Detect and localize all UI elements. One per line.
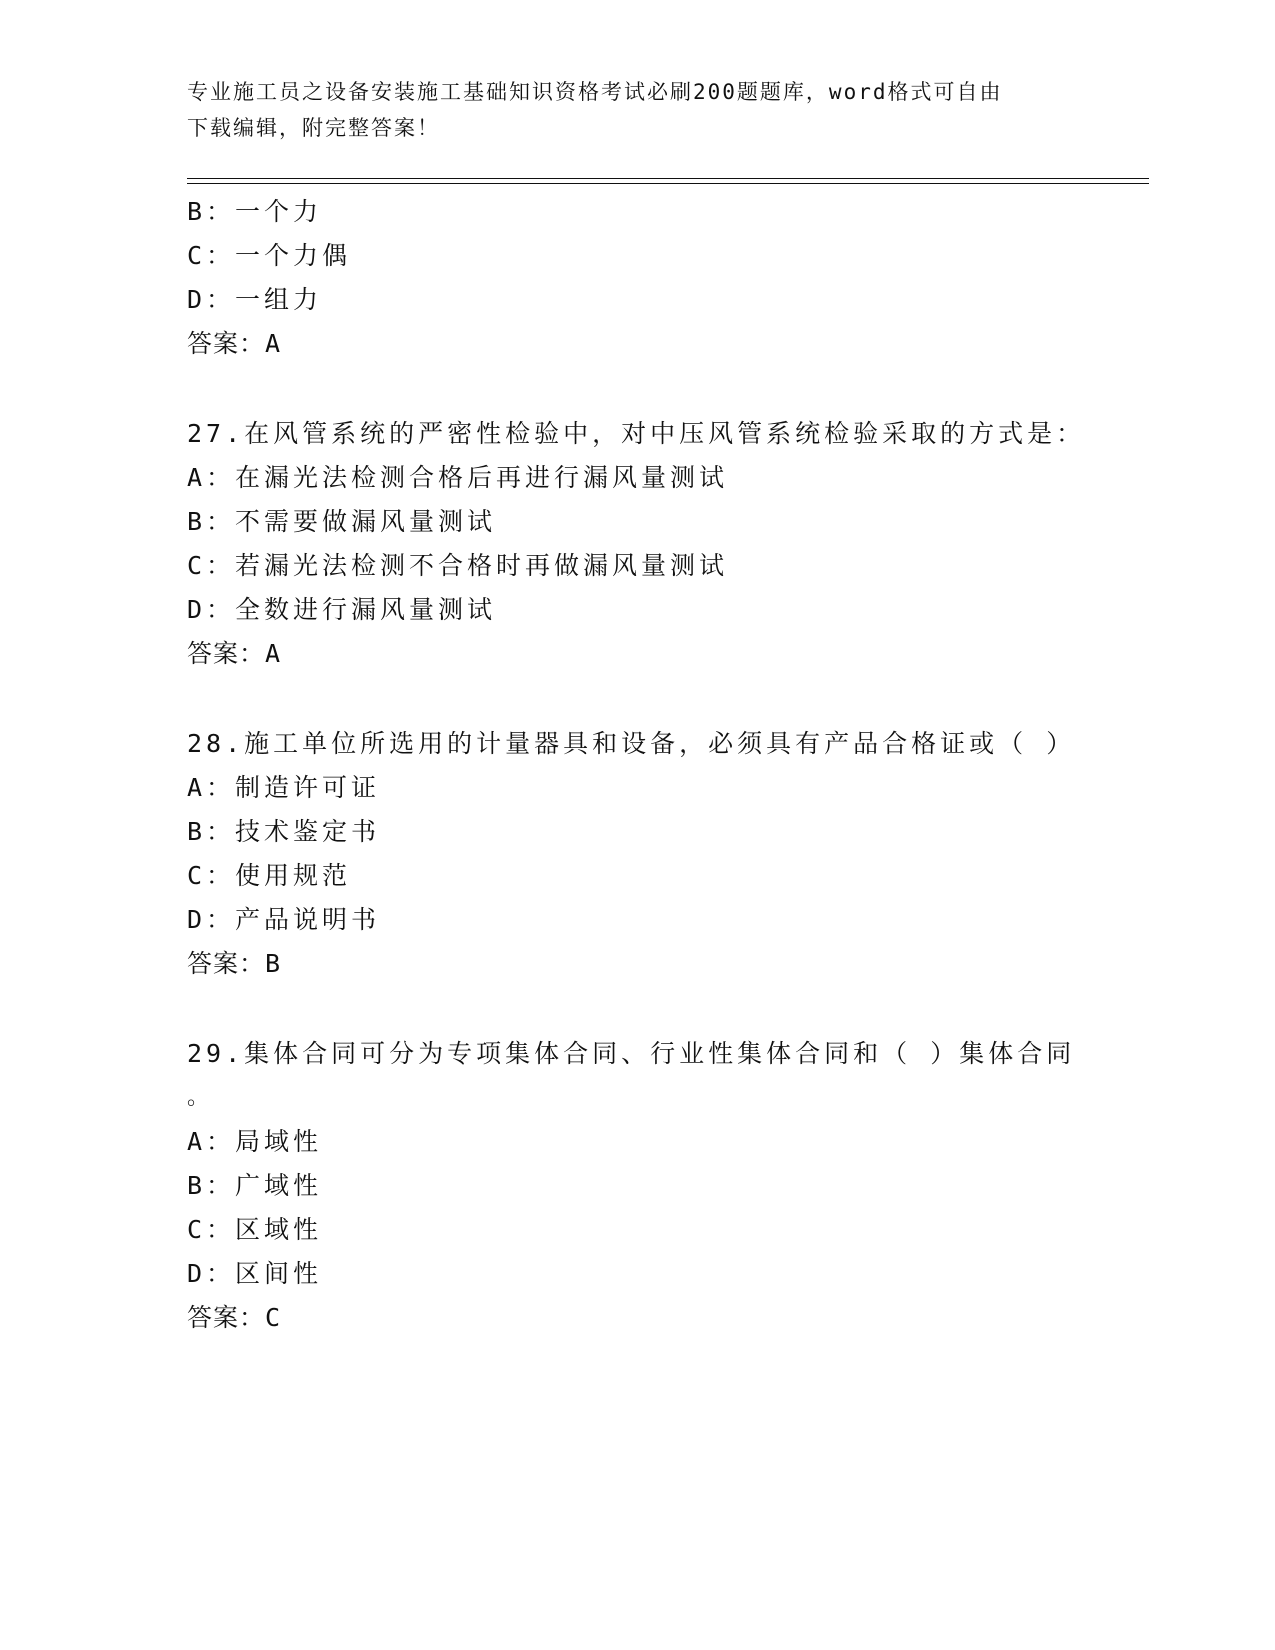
q29-option-d: D：区间性 xyxy=(187,1259,323,1288)
q27-option-d: D：全数进行漏风量测试 xyxy=(187,595,497,624)
q28-option-a: A：制造许可证 xyxy=(187,773,381,802)
q28-option-c: C：使用规范 xyxy=(187,861,352,890)
q29-option-b: B：广域性 xyxy=(187,1171,323,1200)
header-line-2: 下载编辑，附完整答案！ xyxy=(187,116,440,140)
q26-answer: 答案：A xyxy=(187,329,282,358)
header-line-1: 专业施工员之设备安装施工基础知识资格考试必刷200题题库，word格式可自由 xyxy=(187,80,1003,104)
q26-option-b: B：一个力 xyxy=(187,197,323,226)
q28-question: 28.施工单位所选用的计量器具和设备，必须具有产品合格证或（ ） xyxy=(187,729,1076,758)
document-header xyxy=(187,74,1087,146)
header-rule-top xyxy=(187,178,1149,179)
q29-answer: 答案：C xyxy=(187,1303,282,1332)
q26-option-c: C：一个力偶 xyxy=(187,241,352,270)
q27-answer: 答案：A xyxy=(187,639,282,668)
q29-question: 29.集体合同可分为专项集体合同、行业性集体合同和（ ）集体合同 xyxy=(187,1039,1076,1068)
q28-option-b: B：技术鉴定书 xyxy=(187,817,381,846)
header-rule-bottom xyxy=(187,183,1149,184)
q26-option-d: D：一组力 xyxy=(187,285,323,314)
q29-option-a: A：局域性 xyxy=(187,1127,323,1156)
q28-option-d: D：产品说明书 xyxy=(187,905,381,934)
q29-option-c: C：区域性 xyxy=(187,1215,323,1244)
q27-option-a: A：在漏光法检测合格后再进行漏风量测试 xyxy=(187,463,729,492)
q27-option-c: C：若漏光法检测不合格时再做漏风量测试 xyxy=(187,551,729,580)
q27-option-b: B：不需要做漏风量测试 xyxy=(187,507,497,536)
q27-question: 27.在风管系统的严密性检验中，对中压风管系统检验采取的方式是： xyxy=(187,419,1086,448)
q29-question-continuation: 。 xyxy=(187,1085,214,1110)
q28-answer: 答案：B xyxy=(187,949,282,978)
